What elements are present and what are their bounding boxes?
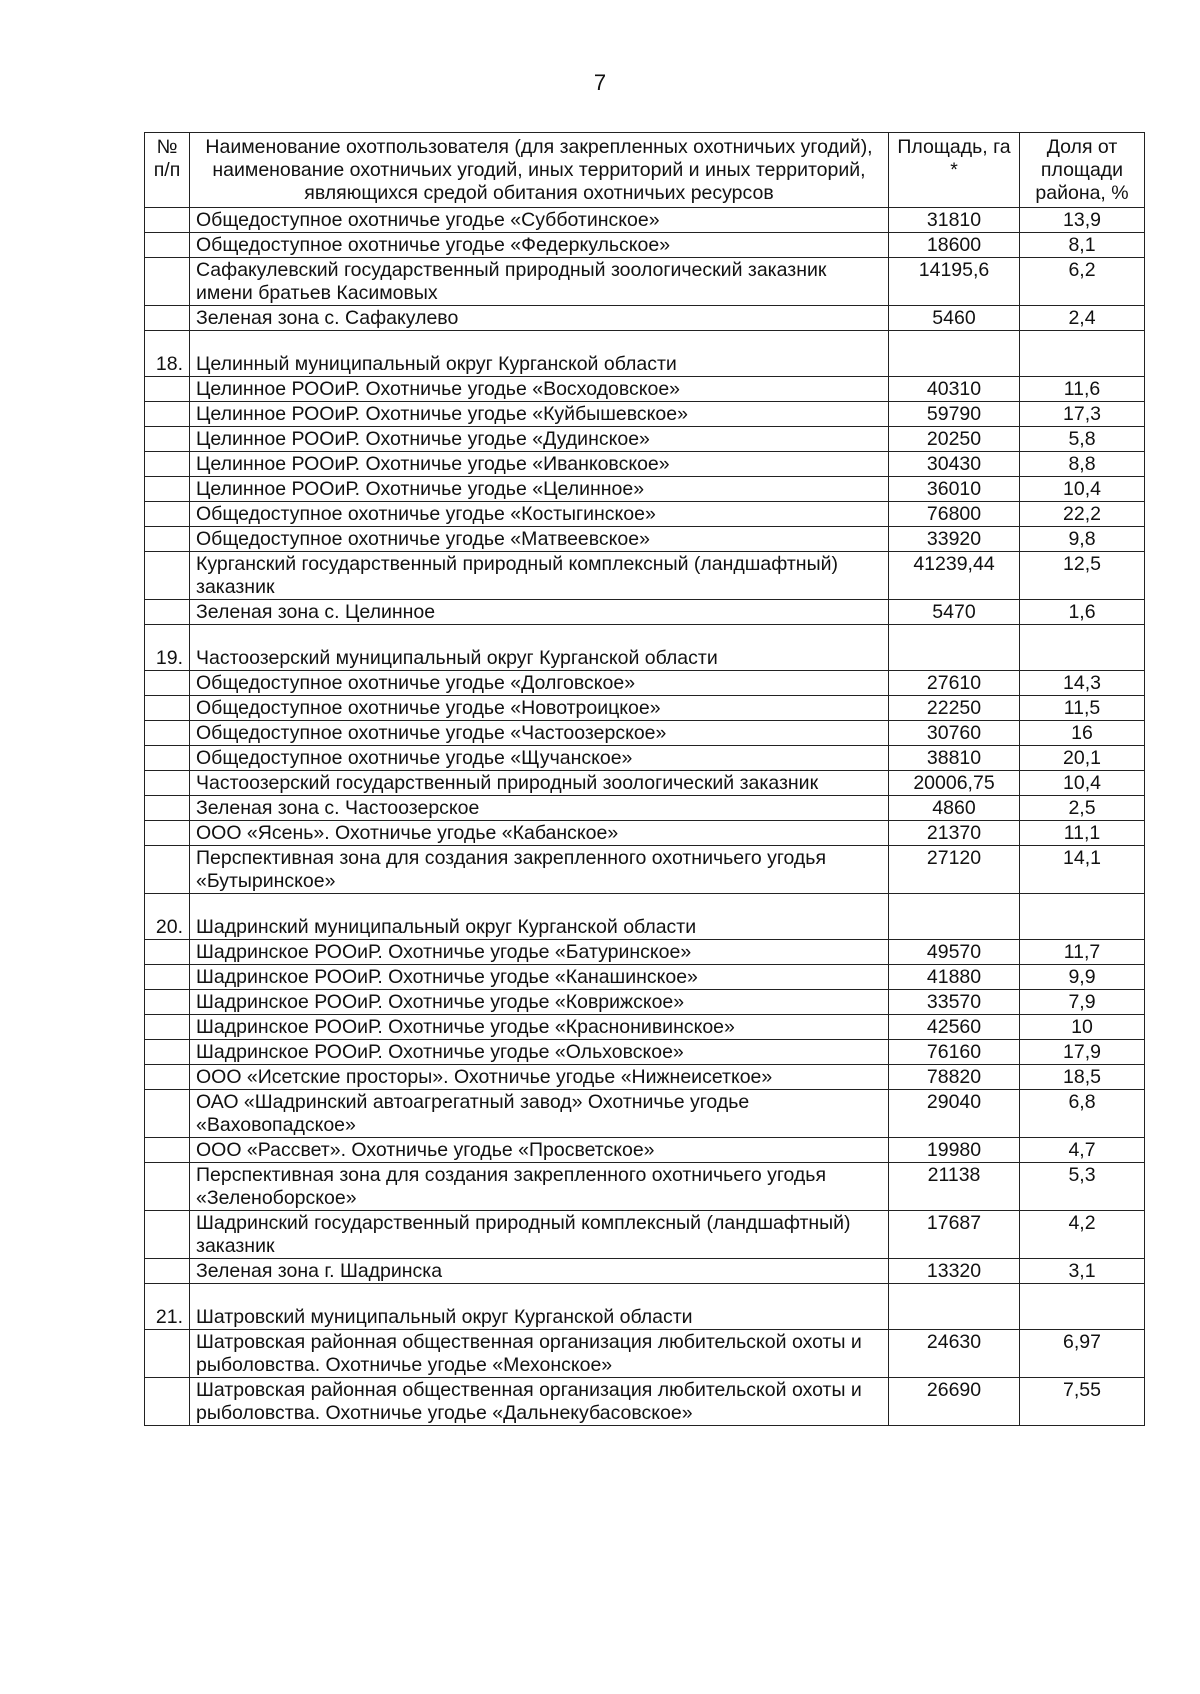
cell-share [1020,1284,1145,1330]
cell-number [145,1211,190,1259]
cell-number [145,821,190,846]
cell-share: 2,5 [1020,796,1145,821]
cell-area: 30430 [889,452,1020,477]
cell-area: 41239,44 [889,552,1020,600]
cell-area: 24630 [889,1330,1020,1378]
cell-number [145,1015,190,1040]
cell-share: 11,7 [1020,940,1145,965]
table-row [145,1090,1145,1138]
table-header-row [145,133,1145,208]
cell-share: 5,8 [1020,427,1145,452]
table-row [145,721,1145,746]
cell-area: 59790 [889,402,1020,427]
cell-number: 21. [145,1284,190,1330]
cell-area: 49570 [889,940,1020,965]
table-row [145,1065,1145,1090]
table-row [145,306,1145,331]
cell-number [145,208,190,233]
header-share: Доля от площади района, % [1020,133,1145,208]
cell-number [145,452,190,477]
table-row [145,1040,1145,1065]
table-row [145,258,1145,306]
cell-share: 16 [1020,721,1145,746]
cell-area: 21370 [889,821,1020,846]
header-area: Площадь, га * [889,133,1020,208]
cell-area: 20250 [889,427,1020,452]
cell-share: 10 [1020,1015,1145,1040]
table-row [145,990,1145,1015]
cell-share: 8,8 [1020,452,1145,477]
cell-number [145,1259,190,1284]
cell-number [145,1065,190,1090]
table-row [145,402,1145,427]
table-row [145,771,1145,796]
cell-share: 8,1 [1020,233,1145,258]
hunting-grounds-table [144,132,1145,1426]
table-row [145,796,1145,821]
cell-number [145,258,190,306]
cell-share: 20,1 [1020,746,1145,771]
cell-share: 12,5 [1020,552,1145,600]
cell-area: 19980 [889,1138,1020,1163]
cell-number [145,527,190,552]
cell-share: 10,4 [1020,477,1145,502]
cell-area [889,625,1020,671]
cell-name: Зеленая зона с. Целинное [190,600,889,625]
table-row [145,452,1145,477]
cell-number [145,1040,190,1065]
cell-area: 22250 [889,696,1020,721]
cell-name: Шатровская районная общественная организация любительской охоты и рыболовства. Охотничье угодье «Мехонское» [190,1330,889,1378]
cell-name: ОАО «Шадринский автоагрегатный завод» Охотничье угодье «Ваховопадское» [190,1090,889,1138]
cell-area: 33570 [889,990,1020,1015]
cell-share: 13,9 [1020,208,1145,233]
cell-share: 9,9 [1020,965,1145,990]
cell-name: Сафакулевский государственный природный зоологический заказник имени братьев Касимовых [190,258,889,306]
table-row [145,940,1145,965]
cell-name: Целинный муниципальный округ Курганской области [190,331,889,377]
cell-number: 19. [145,625,190,671]
table-row [145,965,1145,990]
cell-number [145,306,190,331]
cell-area: 36010 [889,477,1020,502]
cell-name: Шадринский государственный природный комплексный (ландшафтный) заказник [190,1211,889,1259]
cell-area: 27610 [889,671,1020,696]
cell-name: Шатровская районная общественная организация любительской охоты и рыболовства. Охотничье угодье «Дальнекубасовское» [190,1378,889,1426]
table-row [145,552,1145,600]
cell-area: 29040 [889,1090,1020,1138]
cell-share: 7,55 [1020,1378,1145,1426]
cell-area: 5470 [889,600,1020,625]
cell-share: 6,8 [1020,1090,1145,1138]
cell-share: 11,5 [1020,696,1145,721]
cell-area: 5460 [889,306,1020,331]
cell-name: Шадринское РООиР. Охотничье угодье «Ольховское» [190,1040,889,1065]
page-number: 7 [593,70,607,95]
cell-name: Зеленая зона г. Шадринска [190,1259,889,1284]
cell-number [145,1378,190,1426]
table-row [145,1211,1145,1259]
cell-name: Общедоступное охотничье угодье «Федеркульское» [190,233,889,258]
cell-share: 2,4 [1020,306,1145,331]
table-row [145,671,1145,696]
cell-share: 22,2 [1020,502,1145,527]
cell-share: 1,6 [1020,600,1145,625]
table-row [145,1138,1145,1163]
cell-number: 20. [145,894,190,940]
table-row [145,821,1145,846]
table-row [145,527,1145,552]
table-row [145,427,1145,452]
table-row [145,1330,1145,1378]
table-row [145,746,1145,771]
cell-area [889,331,1020,377]
cell-name: Перспективная зона для создания закрепленного охотничьего угодья «Зеленоборское» [190,1163,889,1211]
cell-share: 5,3 [1020,1163,1145,1211]
cell-area: 4860 [889,796,1020,821]
cell-area: 41880 [889,965,1020,990]
cell-share: 4,7 [1020,1138,1145,1163]
cell-number [145,1163,190,1211]
cell-share: 6,97 [1020,1330,1145,1378]
cell-number [145,990,190,1015]
cell-area: 30760 [889,721,1020,746]
district-row [145,1284,1145,1330]
cell-area: 20006,75 [889,771,1020,796]
cell-number: 18. [145,331,190,377]
cell-share: 4,2 [1020,1211,1145,1259]
header-number: № п/п [145,133,190,208]
cell-name: Целинное РООиР. Охотничье угодье «Восходовское» [190,377,889,402]
cell-area: 33920 [889,527,1020,552]
cell-share [1020,625,1145,671]
cell-area: 26690 [889,1378,1020,1426]
cell-area: 40310 [889,377,1020,402]
district-row [145,331,1145,377]
cell-number [145,233,190,258]
cell-area: 27120 [889,846,1020,894]
cell-name: Общедоступное охотничье угодье «Новотроицкое» [190,696,889,721]
district-row [145,894,1145,940]
cell-number [145,771,190,796]
cell-share: 7,9 [1020,990,1145,1015]
table-row [145,1163,1145,1211]
cell-area [889,894,1020,940]
cell-number [145,1138,190,1163]
cell-name: Шадринское РООиР. Охотничье угодье «Канашинское» [190,965,889,990]
cell-name: Зеленая зона с. Частоозерское [190,796,889,821]
table-row [145,1259,1145,1284]
cell-share: 18,5 [1020,1065,1145,1090]
cell-name: Общедоступное охотничье угодье «Частоозерское» [190,721,889,746]
cell-share: 14,3 [1020,671,1145,696]
cell-share: 3,1 [1020,1259,1145,1284]
table-row [145,477,1145,502]
cell-name: Частоозерский государственный природный зоологический заказник [190,771,889,796]
cell-area: 31810 [889,208,1020,233]
cell-number [145,477,190,502]
cell-share: 11,1 [1020,821,1145,846]
cell-area: 76160 [889,1040,1020,1065]
cell-name: Общедоступное охотничье угодье «Щучанское» [190,746,889,771]
cell-name: ООО «Исетские просторы». Охотничье угодье «Нижнеисеткое» [190,1065,889,1090]
cell-area: 38810 [889,746,1020,771]
cell-name: Частоозерский муниципальный округ Курганской области [190,625,889,671]
table-row [145,1015,1145,1040]
cell-number [145,402,190,427]
cell-area: 18600 [889,233,1020,258]
cell-number [145,696,190,721]
cell-area [889,1284,1020,1330]
cell-name: Курганский государственный природный комплексный (ландшафтный) заказник [190,552,889,600]
cell-name: Целинное РООиР. Охотничье угодье «Куйбышевское» [190,402,889,427]
table-row [145,1378,1145,1426]
table-row [145,377,1145,402]
cell-name: Целинное РООиР. Охотничье угодье «Иванковское» [190,452,889,477]
cell-share: 11,6 [1020,377,1145,402]
cell-share: 6,2 [1020,258,1145,306]
cell-number [145,721,190,746]
cell-area: 76800 [889,502,1020,527]
cell-number [145,427,190,452]
cell-area: 17687 [889,1211,1020,1259]
table-row [145,233,1145,258]
cell-share [1020,331,1145,377]
cell-number [145,1330,190,1378]
cell-name: Зеленая зона с. Сафакулево [190,306,889,331]
cell-share: 14,1 [1020,846,1145,894]
cell-number [145,600,190,625]
cell-name: ООО «Ясень». Охотничье угодье «Кабанское» [190,821,889,846]
cell-area: 21138 [889,1163,1020,1211]
cell-share: 17,9 [1020,1040,1145,1065]
table-row [145,846,1145,894]
cell-share: 9,8 [1020,527,1145,552]
cell-name: Перспективная зона для создания закрепленного охотничьего угодья «Бутыринское» [190,846,889,894]
cell-number [145,796,190,821]
cell-name: Шадринский муниципальный округ Курганской области [190,894,889,940]
cell-area: 78820 [889,1065,1020,1090]
cell-number [145,502,190,527]
cell-name: Целинное РООиР. Охотничье угодье «Целинное» [190,477,889,502]
cell-area: 42560 [889,1015,1020,1040]
cell-number [145,671,190,696]
cell-name: Общедоступное охотничье угодье «Субботинское» [190,208,889,233]
table-row [145,600,1145,625]
cell-number [145,746,190,771]
cell-number [145,1090,190,1138]
cell-number [145,940,190,965]
cell-name: Шадринское РООиР. Охотничье угодье «Батуринское» [190,940,889,965]
table-row [145,696,1145,721]
cell-number [145,552,190,600]
cell-name: Шатровский муниципальный округ Курганской области [190,1284,889,1330]
cell-name: Шадринское РООиР. Охотничье угодье «Краснонивинское» [190,1015,889,1040]
cell-area: 13320 [889,1259,1020,1284]
table-row [145,208,1145,233]
cell-number [145,965,190,990]
cell-number [145,846,190,894]
cell-share: 10,4 [1020,771,1145,796]
cell-name: ООО «Рассвет». Охотничье угодье «Просветское» [190,1138,889,1163]
cell-name: Общедоступное охотничье угодье «Костыгинское» [190,502,889,527]
table-body [145,208,1145,1426]
cell-area: 14195,6 [889,258,1020,306]
table-row [145,502,1145,527]
cell-number [145,377,190,402]
cell-name: Шадринское РООиР. Охотничье угодье «Коврижское» [190,990,889,1015]
cell-name: Общедоступное охотничье угодье «Долговское» [190,671,889,696]
cell-share: 17,3 [1020,402,1145,427]
cell-name: Целинное РООиР. Охотничье угодье «Дудинское» [190,427,889,452]
header-name: Наименование охотпользователя (для закрепленных охотничьих угодий), наименование охотничьих угодий, иных территорий и иных территорий, являющихся средой обитания охотничьих ресурсов [190,133,889,208]
district-row [145,625,1145,671]
cell-name: Общедоступное охотничье угодье «Матвеевское» [190,527,889,552]
cell-share [1020,894,1145,940]
